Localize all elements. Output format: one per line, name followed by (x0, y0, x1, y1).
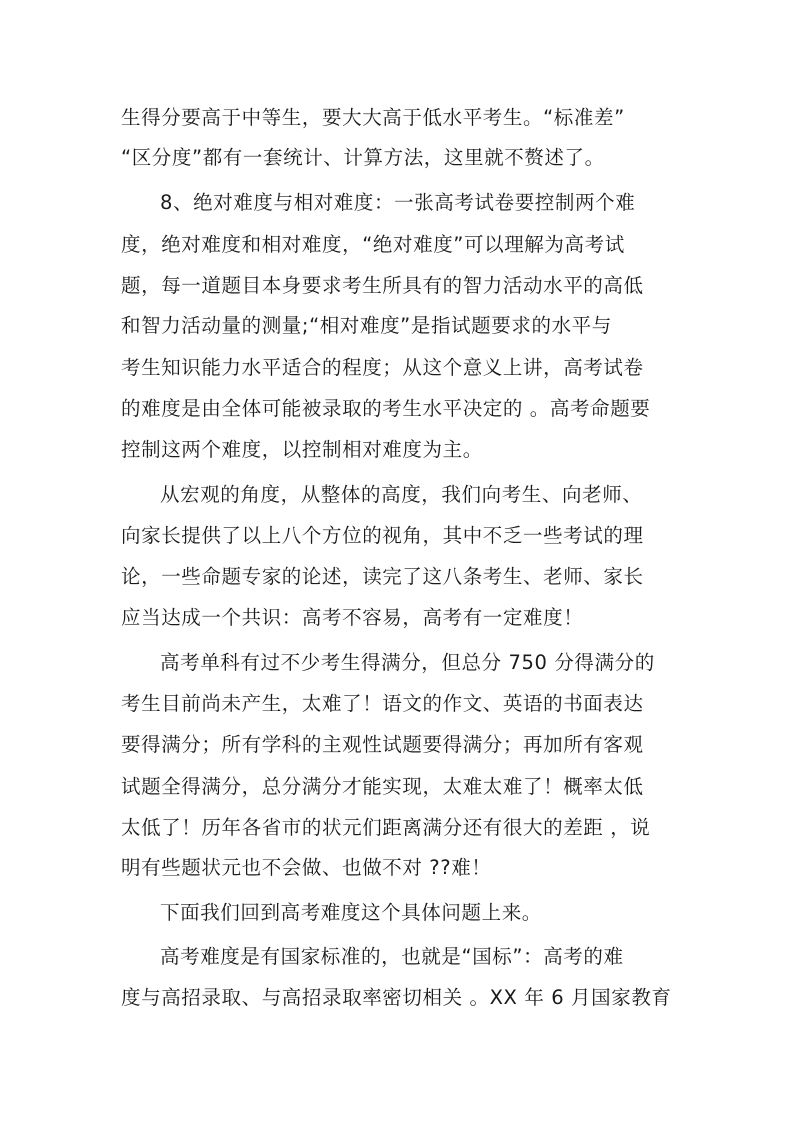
text-line: 太低了！历年各省市的状元们距离满分还有很大的差距 ，说 (121, 816, 651, 839)
text-line: 生得分要高于中等生，要大大高于低水平考生。“标准差” (121, 106, 625, 129)
text-line: 向家长提供了以上八个方位的视角，其中不乏一些考试的理 (121, 524, 644, 547)
text-line: 控制这两个难度，以控制相对难度为主。 (121, 438, 483, 461)
text-line: “区分度”都有一套统计、计算方法，这里就不赘述了。 (121, 146, 605, 169)
text-line: 考生目前尚未产生，太难了！语文的作文、英语的书面表达 (121, 692, 644, 715)
paragraph-start-line: 8、绝对难度与相对难度：一张高考试卷要控制两个难 (160, 191, 636, 214)
text-line: 的难度是由全体可能被录取的考生水平决定的 。高考命题要 (121, 397, 651, 420)
text-line: 要得满分；所有学科的主观性试题要得满分；再加所有客观 (121, 733, 644, 756)
paragraph-start-line: 下面我们回到高考难度这个具体问题上来。 (160, 901, 542, 924)
text-line: 题，每一道题目本身要求考生所具有的智力活动水平的高低 (121, 274, 644, 297)
text-line: 论，一些命题专家的论述，读完了这八条考生、老师、家长 (121, 565, 644, 588)
text-line: 考生知识能力水平适合的程度；从这个意义上讲，高考试卷 (121, 356, 644, 379)
paragraph-start-line: 高考难度是有国家标准的，也就是“国标”：高考的难 (160, 945, 624, 968)
paragraph-start-line: 从宏观的角度，从整体的高度，我们向考生、向老师、 (160, 483, 643, 506)
text-line: 应当达成一个共识：高考不容易，高考有一定难度！ (121, 606, 584, 629)
text-line: 度与高招录取、与高招录取率密切相关 。XX 年 6 月国家教育 (121, 986, 672, 1009)
text-line: 明有些题状元也不会做、也做不对 ??难！ (121, 856, 492, 879)
text-line: 度，绝对难度和相对难度，“绝对难度”可以理解为高考试 (121, 233, 625, 256)
paragraph-start-line: 高考单科有过不少考生得满分，但总分 750 分得满分的 (160, 651, 655, 674)
text-line: 和智力活动量的测量;“相对难度”是指试题要求的水平与 (121, 314, 612, 337)
text-line: 试题全得满分，总分满分才能实现，太难太难了！概率太低 (121, 775, 644, 798)
